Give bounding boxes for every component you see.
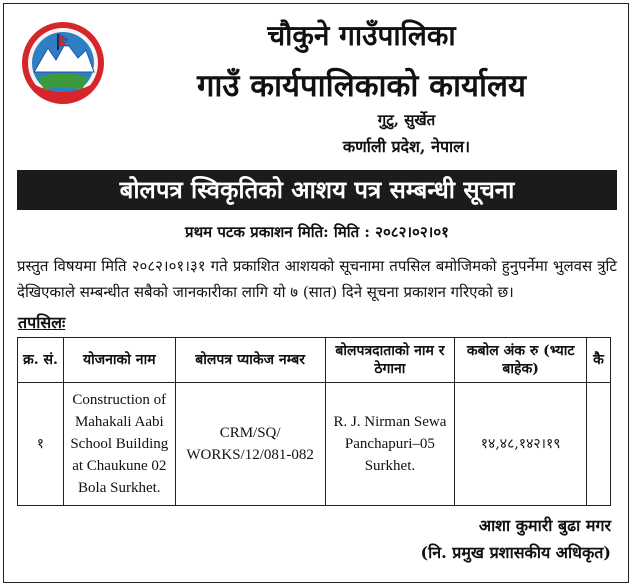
address-line-1: गुटु, सुर्खेत bbox=[377, 111, 436, 129]
details-table bbox=[17, 337, 611, 506]
cell-bidder: R. J. Nirman Sewa Panchapuri–05 Surkhet. bbox=[325, 383, 455, 506]
header-amount: कबोल अंक रु (भ्याट बाहेक) bbox=[455, 338, 587, 383]
cell-package: CRM/SQ/ WORKS/12/081-082 bbox=[175, 383, 325, 506]
cell-sn: १ bbox=[18, 383, 64, 506]
notice-body: प्रस्तुत विषयमा मिति २०८२।०१।३१ गते प्रकाशित आशयको सूचनामा तपसिल बमोजिमको हुनुपर्नेमा भुलवस त्रुटि देखिएकाले सम्बन्धीत सबैको जानकारीका लागि यो ७ (सात) दिने सूचना प्रकाशन गरिएको छ। bbox=[17, 257, 617, 301]
publication-date: प्रथम पटक प्रकाशन मिति: मिति : २०८२।०२।०१ bbox=[185, 223, 449, 241]
signatory-designation: (नि. प्रमुख प्रशासकीय अधिकृत) bbox=[420, 543, 611, 562]
notice-heading-banner: बोलपत्र स्विकृतिको आशय पत्र सम्बन्धी सूचना bbox=[17, 170, 617, 210]
table-row bbox=[18, 383, 611, 506]
header-bidder: बोलपत्रदाताको नाम र ठेगाना bbox=[325, 338, 455, 383]
header-project: योजनाको नाम bbox=[63, 338, 175, 383]
municipality-title: चौकुने गाउँपालिका bbox=[267, 19, 456, 52]
details-label: तपसिलः bbox=[18, 313, 66, 332]
header-sn: क्र. सं. bbox=[18, 338, 64, 383]
office-title: गाउँ कार्यपालिकाको कार्यालय bbox=[196, 68, 527, 104]
address-line-2: कर्णाली प्रदेश, नेपाल। bbox=[342, 137, 471, 156]
government-emblem-icon bbox=[20, 20, 106, 106]
signatory-name: आशा कुमारी बुढा मगर bbox=[478, 516, 611, 535]
header-remarks: कै bbox=[587, 338, 611, 383]
cell-remarks bbox=[587, 383, 611, 506]
header-package: बोलपत्र प्याकेज नम्बर bbox=[175, 338, 325, 383]
table-header-row bbox=[18, 338, 611, 383]
cell-project: Construction of Mahakali Aabi School Building at Chaukune 02 Bola Surkhet. bbox=[63, 383, 175, 506]
cell-amount: १४,४८,१४२।१९ bbox=[455, 383, 587, 506]
